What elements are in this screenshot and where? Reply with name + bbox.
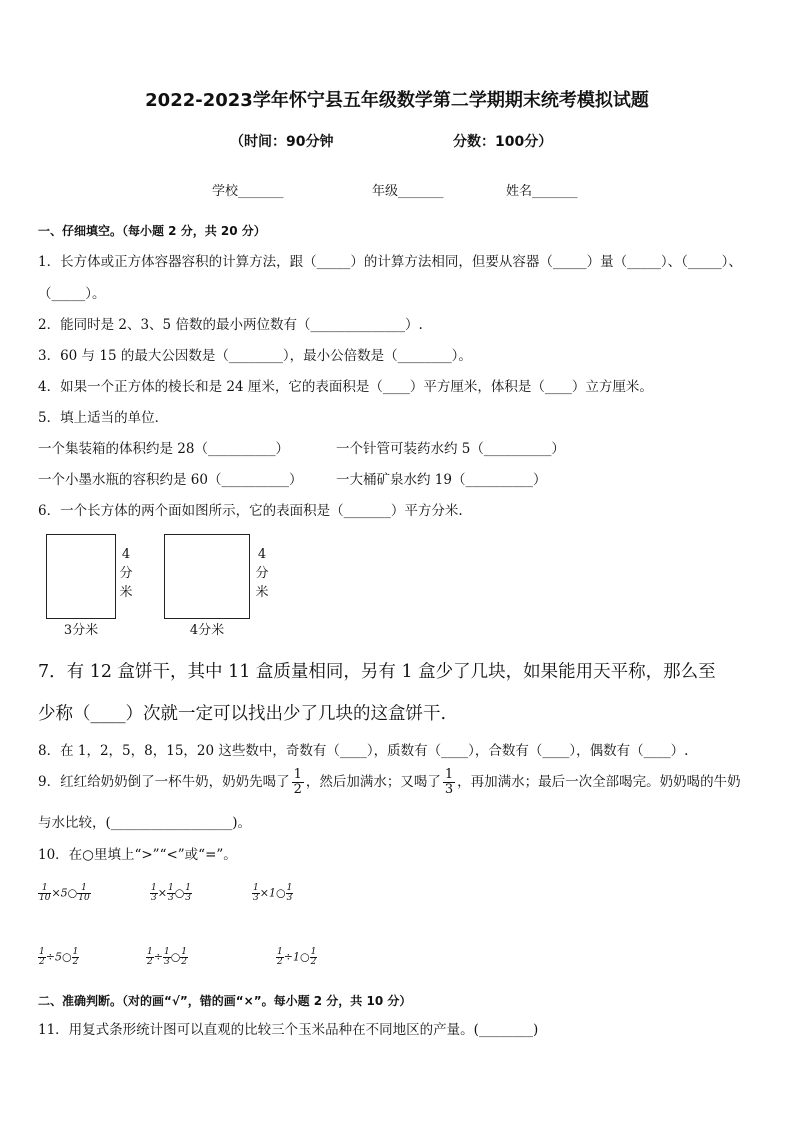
question-3: 3．60 与 15 的最大公因数是（________），最小公倍数是（________）。 — [38, 348, 472, 364]
e5-d3: 2 — [181, 957, 188, 967]
e5-op: ○ — [170, 950, 181, 964]
q9-part2: ，然后加满水；又喝了 — [305, 774, 441, 790]
fig1-side-label — [118, 545, 134, 602]
e6-n: 1 — [277, 947, 283, 957]
e4-d: 2 — [39, 957, 45, 967]
e1-n: 1 — [38, 884, 51, 894]
fraction-one-half — [292, 768, 304, 796]
e3-d: 3 — [253, 893, 259, 903]
section-1-heading: 一、仔细填空。（每小题 2 分，共 20 分） — [38, 224, 266, 238]
compare-expr-3 — [252, 884, 293, 903]
e6-d2: 2 — [310, 957, 317, 967]
e5-n: 1 — [147, 947, 153, 957]
rectangle-face-2 — [164, 534, 250, 619]
fig1-side-char1: 分 — [119, 566, 133, 581]
compare-expr-2 — [150, 884, 192, 903]
question-1-cont: （_____）。 — [38, 286, 106, 302]
fig1-side-digit: 4 — [121, 547, 131, 562]
e1-mid: ×5○ — [51, 886, 78, 900]
time-label: （时间：90分钟 — [230, 134, 334, 150]
exam-title: 2022-2023学年怀宁县五年级数学第二学期期末统考模拟试题 — [145, 90, 649, 111]
grade-field: 年级_______ — [372, 184, 444, 199]
question-9-cont: 与水比较，(__________________)。 — [38, 815, 252, 831]
e3-n2: 1 — [286, 883, 293, 893]
e6-n2: 1 — [310, 947, 317, 957]
e2-mid: × — [157, 886, 167, 900]
fraction-one-third — [443, 768, 455, 796]
question-7: 7．有 12 盒饼干，其中 11 盒质量相同，另有 1 盒少了几块，如果能用天平称，那么至 — [38, 662, 716, 682]
e2-n2: 1 — [167, 883, 174, 893]
q9-part3: ，再加满水；最后一次全部喝完。奶奶喝的牛奶 — [457, 774, 741, 790]
q9-part1: 9．红红给奶奶倒了一杯牛奶，奶奶先喝了 — [38, 774, 290, 790]
e4-n: 1 — [39, 947, 45, 957]
e3-mid: ×1○ — [259, 886, 286, 900]
rectangle-face-1 — [46, 534, 116, 619]
question-8: 8．在 1，2，5，8，15，20 这些数中，奇数有（____），质数有（____），合数有（____），偶数有（____）. — [38, 743, 689, 759]
e6-mid: ÷1○ — [283, 950, 310, 964]
q9-f2-num: 1 — [444, 767, 454, 783]
fig2-side-char2: 米 — [255, 585, 269, 600]
e5-n3: 1 — [181, 947, 188, 957]
e1-n2: 1 — [77, 884, 90, 894]
fig2-side-digit: 4 — [257, 547, 267, 562]
name-field: 姓名_______ — [506, 184, 578, 199]
e1-d2: 10 — [78, 893, 90, 903]
e5-mid: ÷ — [153, 950, 163, 964]
e3-n: 1 — [253, 883, 259, 893]
question-5: 5．填上适当的单位． — [38, 410, 169, 426]
question-2: 2．能同时是 2、3、5 倍数的最小两位数有（______________）. — [38, 317, 423, 333]
q9-f1-num: 1 — [293, 767, 302, 783]
question-5d: 一大桶矿泉水约 19（__________） — [336, 472, 547, 488]
e4-mid: ÷5○ — [45, 950, 72, 964]
q9-f1-den: 2 — [293, 782, 302, 797]
q9-f2-den: 3 — [444, 782, 454, 797]
question-5a: 一个集装箱的体积约是 28（__________） — [38, 441, 289, 457]
school-field: 学校_______ — [212, 184, 284, 199]
fig1-bottom-label: 3分米 — [63, 623, 99, 638]
fig2-side-char1: 分 — [255, 566, 269, 581]
fig1-side-char2: 米 — [119, 585, 133, 600]
e5-d2: 3 — [163, 957, 170, 967]
e2-d: 3 — [151, 893, 157, 903]
e3-d2: 3 — [286, 893, 293, 903]
section-2-heading: 二、准确判断。（对的画“√”，错的画“×”。每小题 2 分，共 10 分） — [38, 994, 412, 1008]
e2-d3: 3 — [185, 893, 192, 903]
question-5c: 一个小墨水瓶的容积约是 60（__________） — [38, 472, 303, 488]
compare-expr-6 — [276, 948, 317, 967]
compare-expr-4 — [38, 948, 79, 967]
score-label: 分数：100分） — [453, 134, 553, 150]
fig2-bottom-label: 4分米 — [189, 623, 225, 638]
question-6: 6．一个长方体的两个面如图所示，它的表面积是（_______）平方分米. — [38, 503, 463, 519]
e2-d2: 3 — [167, 893, 174, 903]
fig2-side-label — [254, 545, 270, 602]
e6-d: 2 — [277, 957, 283, 967]
question-1: 1．长方体或正方体容器容积的计算方法，跟（_____）的计算方法相同，但要从容器（_____）量（_____）、（_____）、 — [38, 254, 742, 270]
e2-n: 1 — [151, 883, 157, 893]
e4-n2: 1 — [72, 947, 79, 957]
e2-op: ○ — [174, 886, 185, 900]
e5-d: 2 — [147, 957, 153, 967]
question-11: 11．用复式条形统计图可以直观的比较三个玉米品种在不同地区的产量。(________) — [38, 1022, 539, 1038]
question-5b: 一个针管可装药水约 5（__________） — [336, 441, 565, 457]
e1-d: 10 — [39, 893, 51, 903]
e4-d2: 2 — [72, 957, 79, 967]
question-4: 4．如果一个正方体的棱长和是 24 厘米，它的表面积是（____）平方厘米，体积是（____）立方厘米。 — [38, 379, 653, 395]
question-7-cont: 少称（____）次就一定可以找出少了几块的这盒饼干. — [38, 704, 447, 724]
e5-n2: 1 — [163, 947, 170, 957]
compare-expr-5 — [146, 948, 188, 967]
e2-n3: 1 — [185, 883, 192, 893]
compare-expr-1 — [38, 884, 91, 903]
question-10: 10．在○里填上“>”“<”或“=”。 — [38, 847, 237, 863]
question-9 — [38, 764, 741, 800]
